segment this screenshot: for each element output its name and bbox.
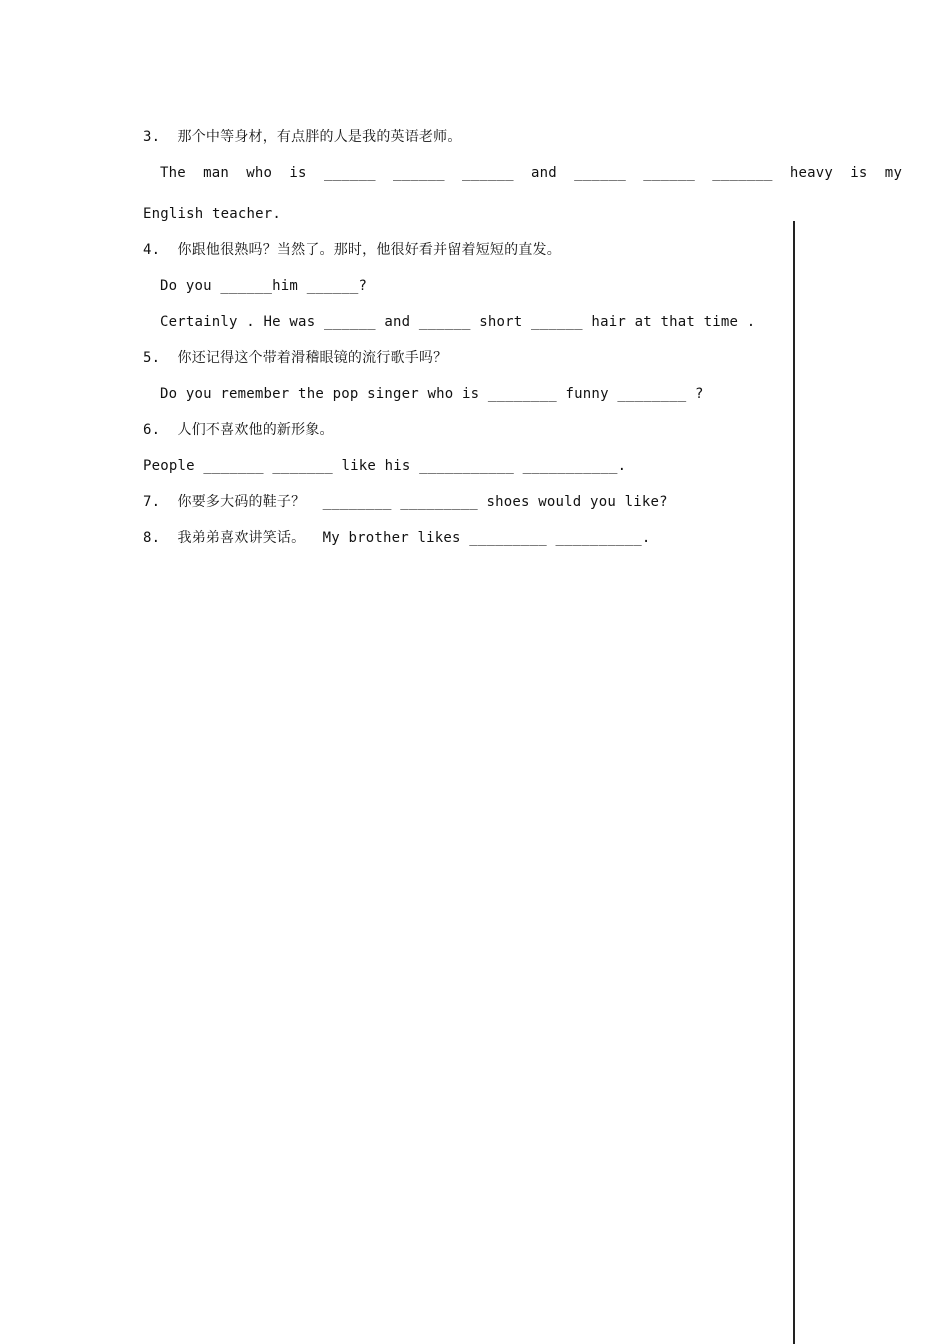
question-3-chinese: 3. 那个中等身材，有点胖的人是我的英语老师。 xyxy=(143,129,462,145)
question-3-english-line-1: The man who is ______ ______ ______ and ______ ______ _______ heavy is my xyxy=(160,165,903,181)
question-5-chinese: 5. 你还记得这个带着滑稽眼镜的流行歌手吗？ xyxy=(143,350,448,366)
question-3-english-line-2: English teacher. xyxy=(143,206,282,222)
question-4-chinese: 4. 你跟他很熟吗？当然了。那时，他很好看并留着短短的直发。 xyxy=(143,242,561,258)
question-4-english-line-1: Do you ______him ______? xyxy=(160,278,368,294)
question-5-english: Do you remember the pop singer who is ________ funny ________ ? xyxy=(160,386,704,402)
question-8: 8. 我弟弟喜欢讲笑话。 My brother likes _________ __________. xyxy=(143,530,651,546)
question-7: 7. 你要多大码的鞋子？ ________ _________ shoes would you like? xyxy=(143,494,668,510)
question-4-english-line-2: Certainly . He was ______ and ______ short ______ hair at that time . xyxy=(160,314,756,330)
question-6-english: People _______ _______ like his ___________ ___________. xyxy=(143,458,627,474)
question-6-chinese: 6. 人们不喜欢他的新形象。 xyxy=(143,422,334,438)
page-margin-rule xyxy=(793,221,795,1344)
